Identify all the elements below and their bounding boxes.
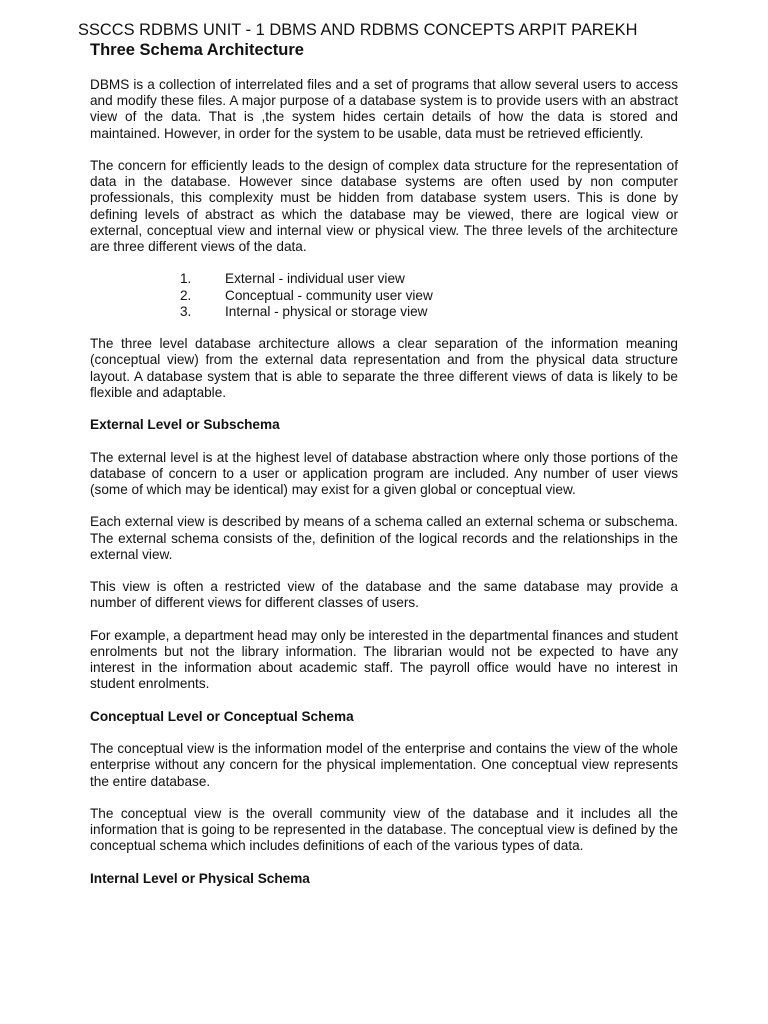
list-item-number: 3. <box>180 303 192 319</box>
external-paragraph-2: Each external view is described by means of a schema called an external schema or subschema. The external schema consists of the, definition of the logical records and the relationships in the external view. <box>90 514 678 562</box>
list-item <box>90 271 678 287</box>
list-item <box>90 304 678 320</box>
conceptual-level-heading: Conceptual Level or Conceptual Schema <box>90 708 354 724</box>
internal-level-heading: Internal Level or Physical Schema <box>90 870 310 886</box>
running-header: SSCCS RDBMS UNIT - 1 DBMS AND RDBMS CONCEPTS ARPIT PAREKH <box>78 21 638 39</box>
external-paragraph-1: The external level is at the highest level of database abstraction where only those portions of the database of concern to a user or application program are included. Any number of user views (some of which may be identical) may exist for a given global or conceptual view. <box>90 449 678 497</box>
intro-paragraph-2: The concern for efficiently leads to the design of complex data structure for the representation of data in the database. However since database systems are often used by non computer professionals, this complexity must be hidden from database system users. This is done by defining levels of abstract as which the database may be viewed, there are logical view or external, conceptual view and internal view or physical view. The three levels of the architecture are three different views of the data. <box>90 158 678 255</box>
list-item-number: 1. <box>180 271 192 287</box>
list-item-text: Internal - physical or storage view <box>225 303 428 319</box>
list-item-number: 2. <box>180 287 192 303</box>
architecture-paragraph: The three level database architecture allows a clear separation of the information meaning (conceptual view) from the external data representation and from the physical data structure layout. A database system that is able to separate the three different views of data is likely to be flexible and adaptable. <box>90 336 678 400</box>
page-title: Three Schema Architecture <box>90 41 304 59</box>
schema-levels-list <box>90 271 678 320</box>
external-paragraph-3: This view is often a restricted view of the database and the same database may provide a number of different views for different classes of users. <box>90 579 678 611</box>
list-item-text: Conceptual - community user view <box>225 287 433 303</box>
external-paragraph-4: For example, a department head may only be interested in the departmental finances and student enrolments but not the library information. The librarian would not be expected to have any interest in the information about academic staff. The payroll office would have no interest in student enrolments. <box>90 627 678 692</box>
external-level-heading: External Level or Subschema <box>90 417 280 433</box>
list-item <box>90 288 678 304</box>
intro-paragraph-1: DBMS is a collection of interrelated files and a set of programs that allow several users to access and modify these files. A major purpose of a database system is to provide users with an abstract view of the data. That is ,the system hides certain details of how the data is stored and maintained. However, in order for the system to be usable, data must be retrieved efficiently. <box>90 77 678 141</box>
conceptual-paragraph-1: The conceptual view is the information model of the enterprise and contains the view of the whole enterprise without any concern for the physical implementation. One conceptual view represents the entire database. <box>90 741 678 789</box>
list-item-text: External - individual user view <box>225 271 405 287</box>
conceptual-paragraph-2: The conceptual view is the overall community view of the database and it includes all the information that is going to be represented in the database. The conceptual view is defined by the conceptual schema which includes definitions of each of the various types of data. <box>90 805 678 854</box>
document-body <box>90 77 678 903</box>
